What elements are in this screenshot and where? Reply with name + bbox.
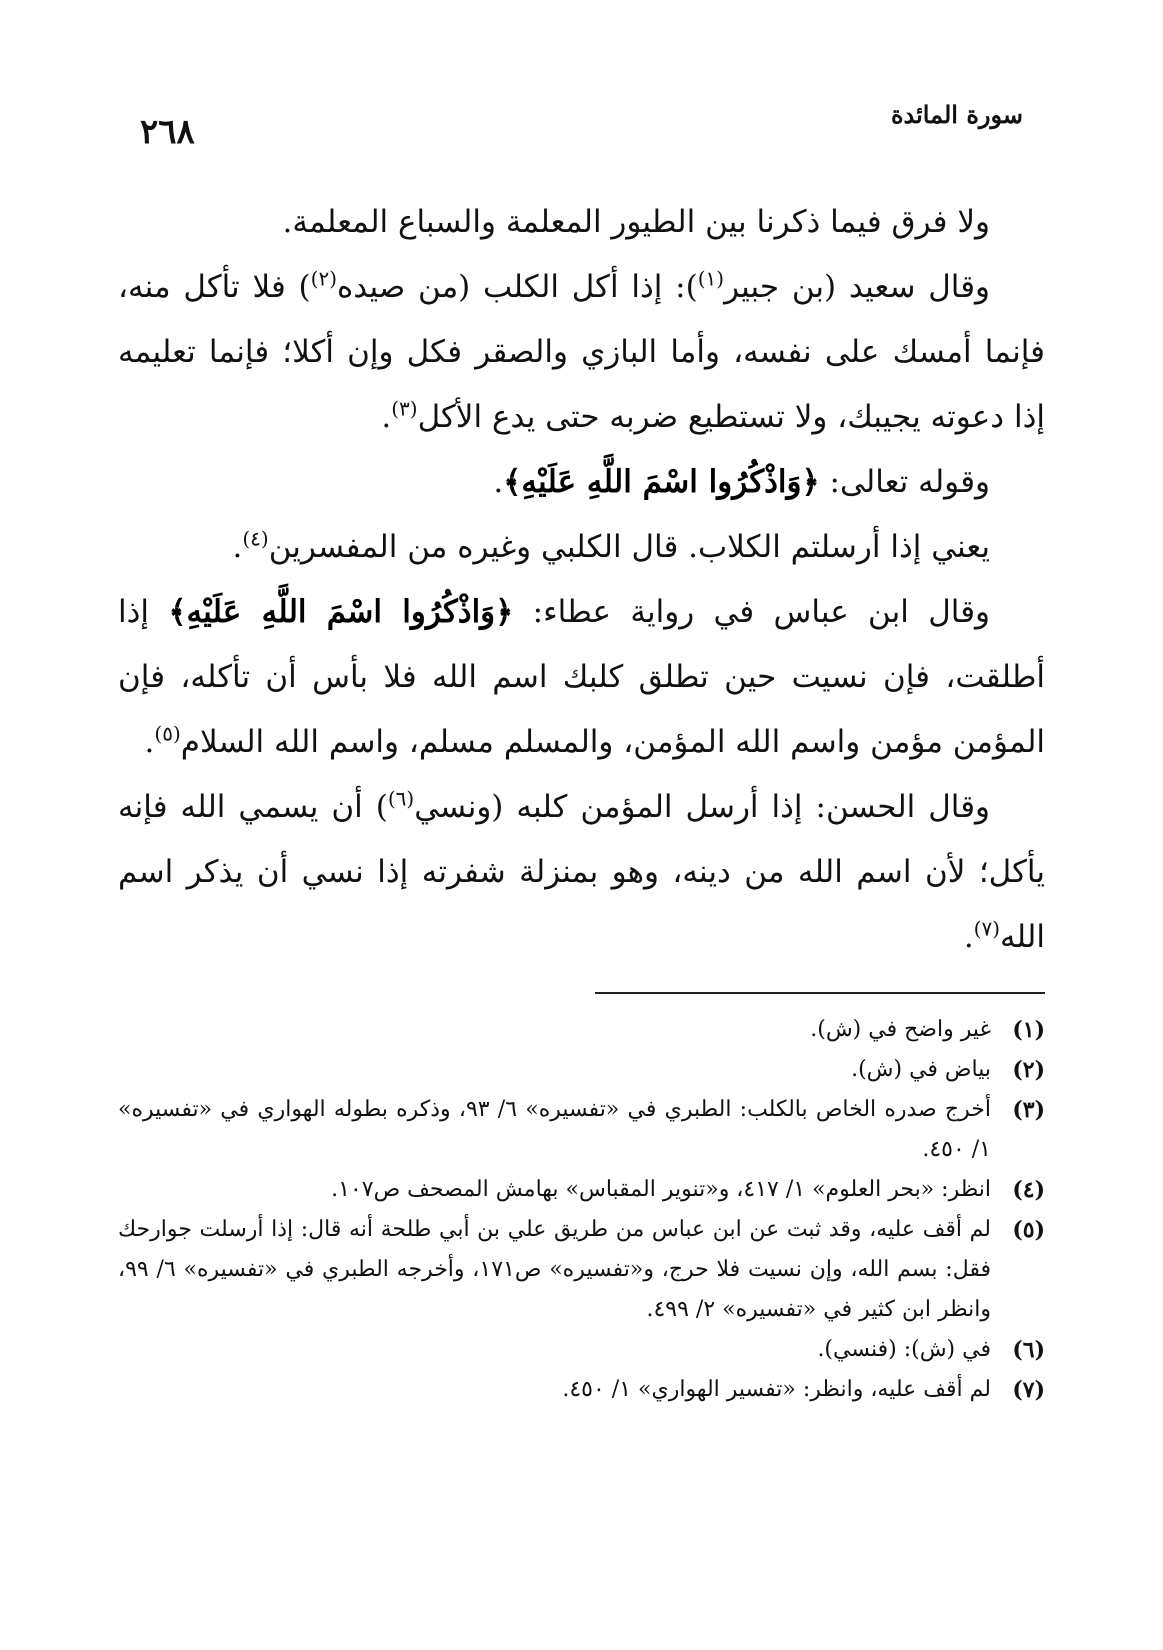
paragraph-2	[118, 255, 1045, 450]
footnote-number: (٤)	[1012, 1177, 1045, 1203]
footnote-text: غير واضح في (ش).	[810, 1017, 991, 1042]
footnote-number: (٣)	[1012, 1097, 1045, 1123]
period: .	[144, 724, 155, 760]
page-number: ٢٦٨	[140, 112, 195, 152]
paragraph-text: يعني إذا أرسلتم الكلاب. قال الكلبي وغيره من المفسرين	[268, 529, 990, 565]
footnotes-section	[118, 1010, 1045, 1410]
period: .	[963, 919, 974, 955]
footnote-item	[118, 1170, 1045, 1210]
paragraph-4	[118, 515, 1045, 580]
footnote-ref[interactable]: (١)	[697, 266, 725, 291]
paragraph-text: إذا أطلقت، فإن نسيت حين تطلق كلبك اسم الله فلا بأس أن تأكله، فإن المؤمن مؤمن واسم الله المؤمن، والمسلم مسلم، واسم الله السلام	[118, 594, 1045, 760]
quran-verse: ﴿وَاذْكُرُوا اسْمَ اللَّهِ عَلَيْهِ﴾	[168, 594, 514, 630]
footnote-ref[interactable]: (٧)	[973, 916, 1001, 941]
paragraph-text: وقوله تعالى:	[819, 464, 990, 500]
footnote-number: (٥)	[1012, 1217, 1045, 1243]
footnote-number: (١)	[1012, 1017, 1045, 1043]
quran-verse: ﴿وَاذْكُرُوا اسْمَ اللَّهِ عَلَيْهِ﴾	[503, 464, 820, 500]
footnote-text: في (ش): (فنسي).	[817, 1337, 991, 1362]
paragraph-text: ) فلا تأكل منه، فإنما أمسك على نفسه، وأما البازي والصقر فكل وإن أكلا؛ فإنما تعليمه إذا دعوته يجيبك، ولا تستطيع ضربه حتى يدع الأكل	[118, 269, 1045, 435]
period: .	[232, 529, 243, 565]
footnote-text: أخرج صدره الخاص بالكلب: الطبري في «تفسيره» ٦/ ٩٣، وذكره بطوله الهواري في «تفسيره» ١/ ٤٥٠.	[118, 1097, 991, 1162]
paragraph-1	[118, 190, 1045, 255]
footnote-ref[interactable]: (٢)	[310, 266, 338, 291]
footnote-ref[interactable]: (٦)	[387, 786, 415, 811]
paragraph-text: ولا فرق فيما ذكرنا بين الطيور المعلمة والسباع المعلمة.	[282, 204, 990, 240]
footnote-item	[118, 1010, 1045, 1050]
footnote-item	[118, 1330, 1045, 1370]
paragraph-text: وقال سعيد (بن جبير	[724, 269, 990, 305]
surah-title: سورة المائدة	[890, 100, 1023, 129]
paragraph-text: وقال ابن عباس في رواية عطاء:	[513, 594, 990, 630]
footnote-ref[interactable]: (٤)	[242, 526, 269, 551]
paragraph-text: وقال الحسن: إذا أرسل المؤمن كلبه (ونسي	[414, 789, 990, 825]
footnote-number: (٢)	[1012, 1057, 1045, 1083]
period: .	[493, 464, 504, 500]
footnote-ref[interactable]: (٥)	[154, 721, 181, 746]
footnote-number: (٧)	[1012, 1377, 1045, 1403]
paragraph-text: ): إذا أكل الكلب (من صيده	[337, 269, 698, 305]
footnote-text: لم أقف عليه، وقد ثبت عن ابن عباس من طريق علي بن أبي طلحة أنه قال: إذا أرسلت جوارحك فقل: بسم الله، وإن نسيت فلا حرج، و«تفسيره» ص١٧١، وأخرجه الطبري في «تفسيره» ٦/ ٩٩، وانظر ابن كثير في «تفسيره» ٢/ ٤٩٩.	[118, 1217, 992, 1322]
paragraph-5	[118, 580, 1045, 775]
paragraph-text: ) أن يسمي الله فإنه يأكل؛ لأن اسم الله من دينه، وهو بمنزلة شفرته إذا نسي أن يذكر اسم الله	[118, 789, 1045, 955]
running-header	[140, 100, 1023, 160]
footnote-text: انظر: «بحر العلوم» ١/ ٤١٧، و«تنوير المقباس» بهامش المصحف ص١٠٧.	[331, 1177, 991, 1202]
main-text	[118, 190, 1045, 970]
footnote-item	[118, 1090, 1045, 1170]
footnote-ref[interactable]: (٣)	[391, 396, 418, 421]
footnote-item	[118, 1050, 1045, 1090]
footnote-text: بياض في (ش).	[851, 1057, 991, 1082]
period: .	[381, 399, 392, 435]
paragraph-3	[118, 450, 1045, 515]
paragraph-6	[118, 775, 1045, 970]
footnote-number: (٦)	[1012, 1337, 1045, 1363]
footnote-text: لم أقف عليه، وانظر: «تفسير الهواري» ١/ ٤٥٠.	[562, 1377, 991, 1402]
footnote-divider	[595, 992, 1045, 994]
footnote-item	[118, 1210, 1045, 1330]
footnote-item	[118, 1370, 1045, 1410]
